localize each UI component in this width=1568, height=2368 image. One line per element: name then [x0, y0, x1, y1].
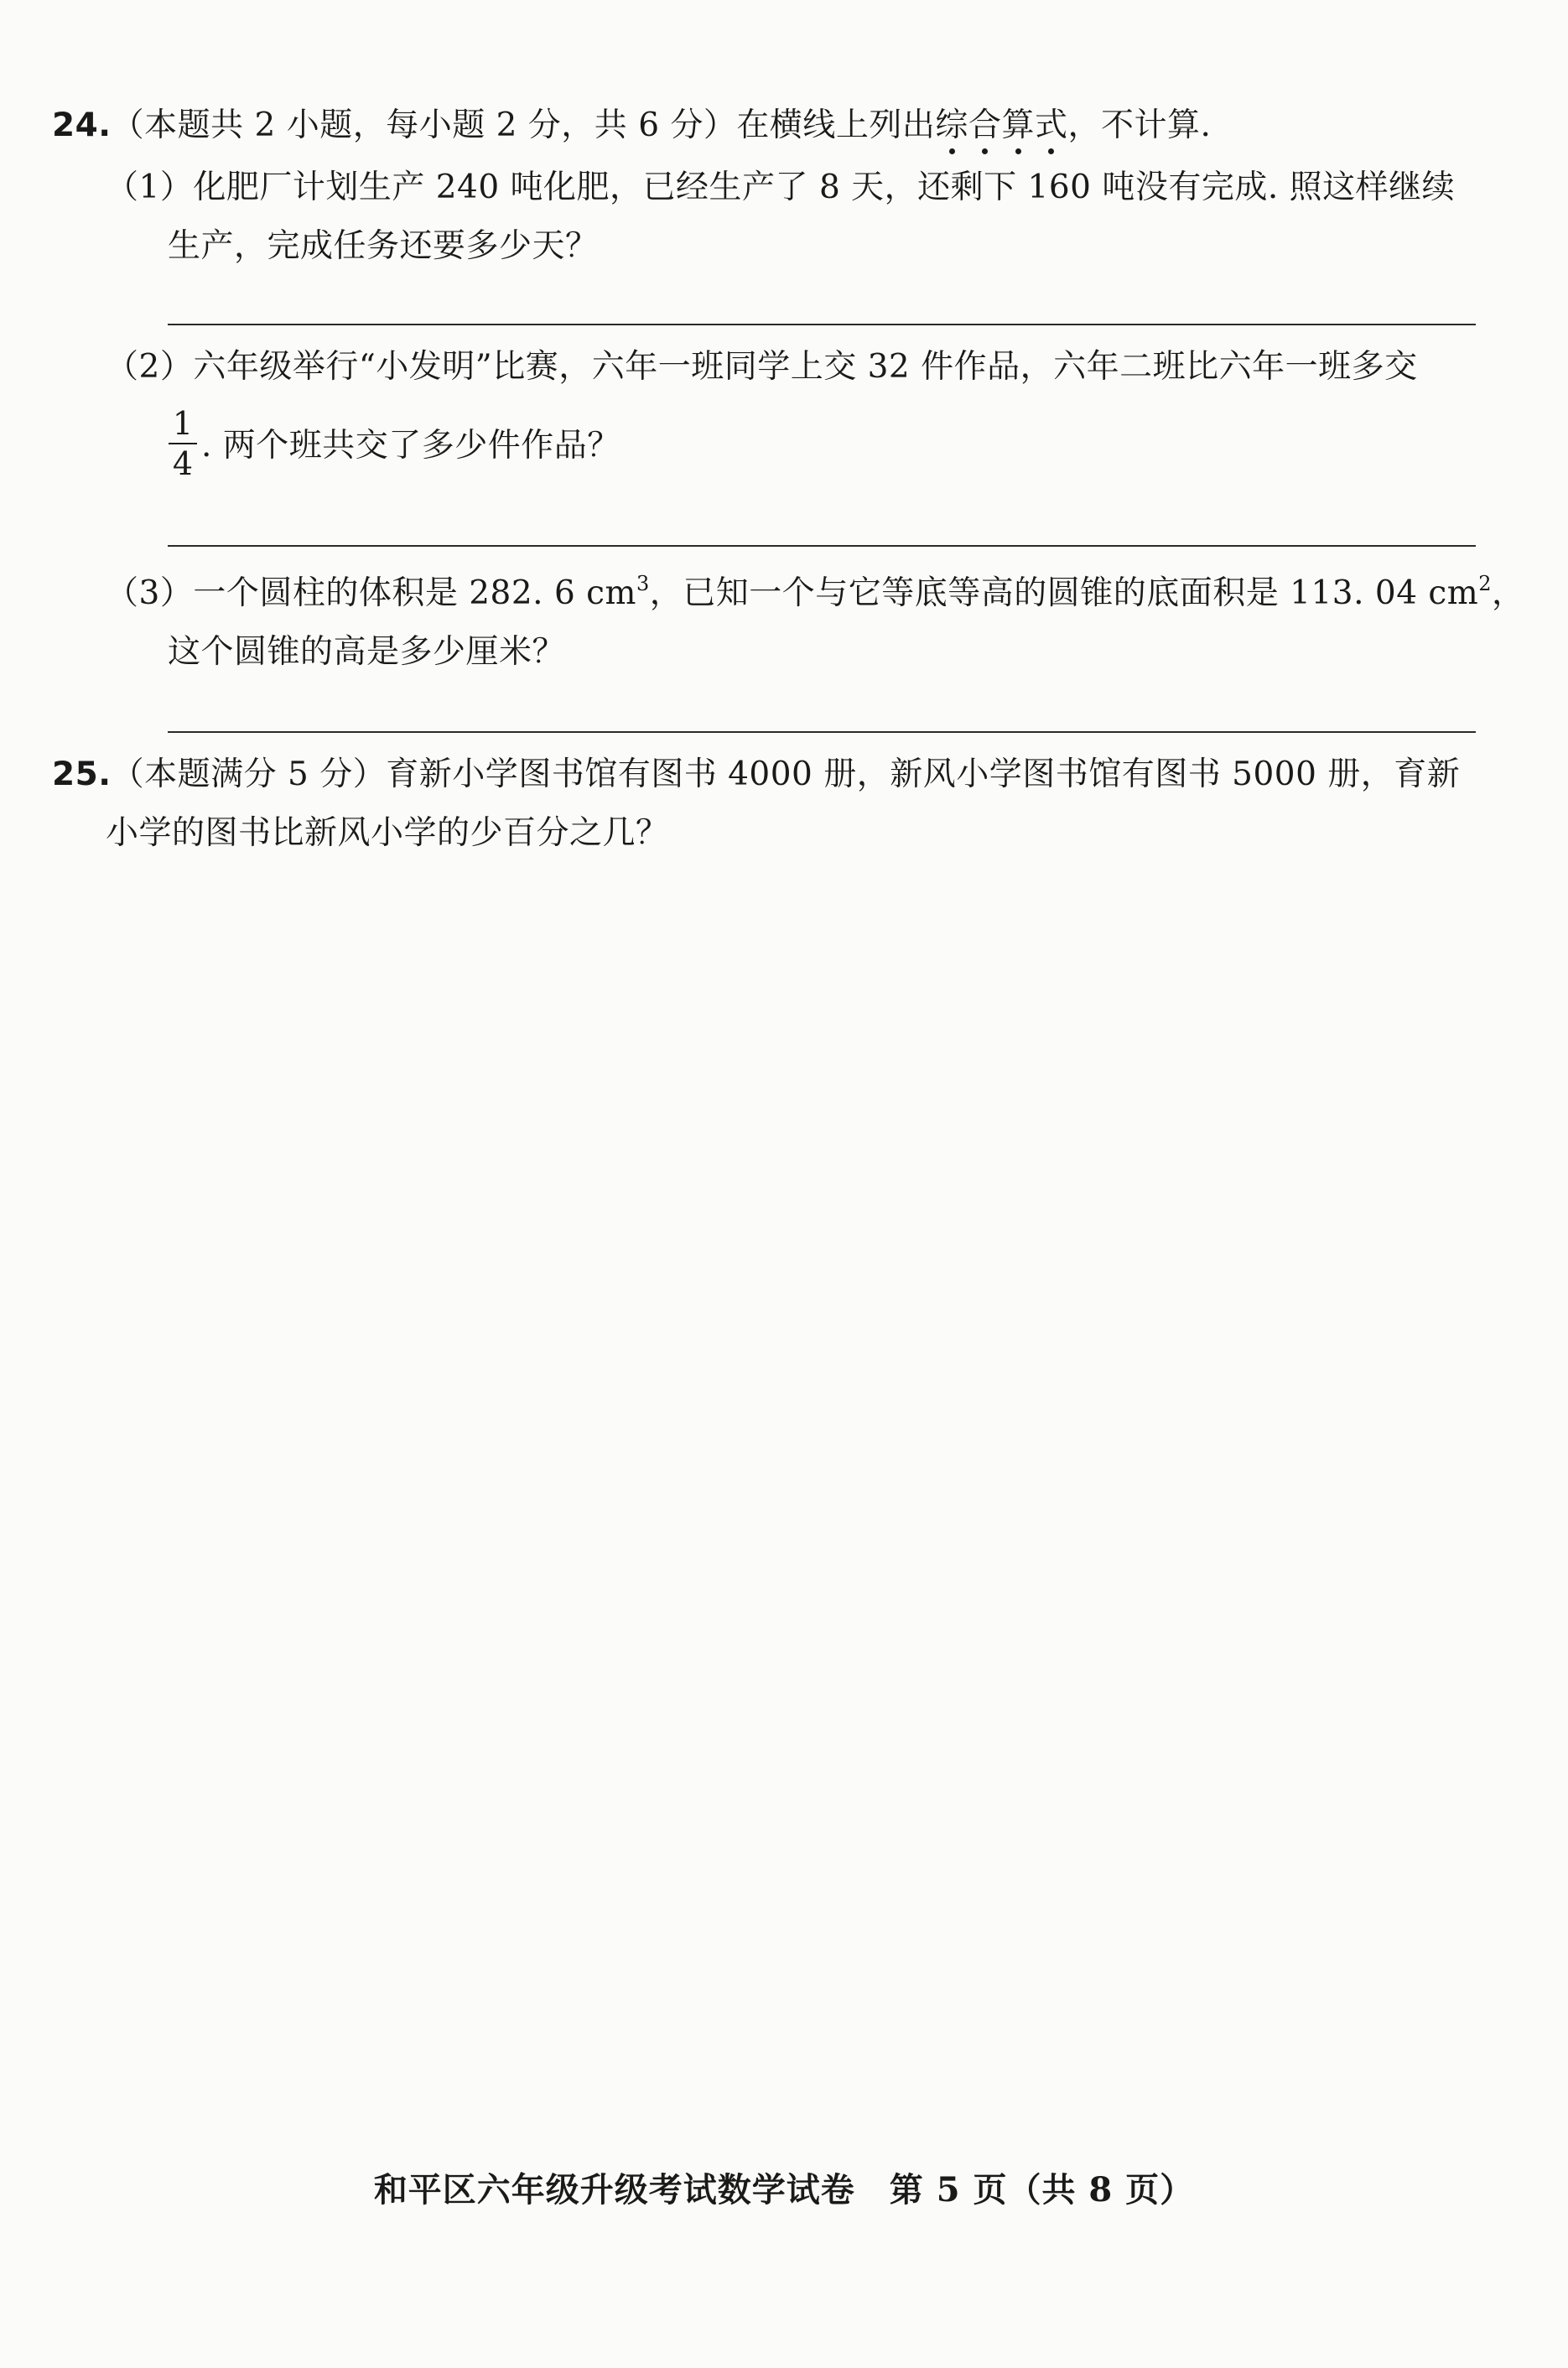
q24-part3-text-a: （3）一个圆柱的体积是 282. 6 cm: [106, 574, 636, 612]
emphasis-char-4: [1035, 106, 1068, 144]
superscript-squared: 2: [1478, 572, 1493, 595]
emphasis-char-2: [968, 106, 1002, 144]
fraction-bar: [169, 443, 197, 444]
q24-part1-line2: 生产，完成任务还要多少天？: [168, 227, 599, 265]
q24-part3-answer-line[interactable]: [168, 731, 1476, 733]
q24-number: 24.: [52, 106, 112, 144]
q24-part3-line2: 这个圆锥的高是多少厘米？: [168, 633, 566, 671]
q24-header-post: ，不计算.: [1067, 106, 1212, 144]
fraction-numerator: 1: [172, 405, 194, 442]
emphasis-char-3-text: 算: [1001, 106, 1035, 144]
superscript-cubed: 3: [636, 572, 650, 595]
q25-number: 25.: [52, 756, 112, 793]
q24-part3-text-c: ，: [1492, 574, 1525, 612]
emphasis-char-2-text: 合: [968, 106, 1002, 144]
q24-header-pre: （本题共 2 小题，每小题 2 分，共 6 分）在横线上列出: [111, 106, 936, 144]
emphasis-char-1-text: 综: [935, 106, 968, 144]
q24-part1-line1: （1）化肥厂计划生产 240 吨化肥，已经生产了 8 天，还剩下 160 吨没有完成. 照这样继续: [106, 169, 1456, 206]
q25-line1: [52, 753, 1460, 797]
fraction-denominator: 4: [172, 445, 194, 482]
q25-line1-text: （本题满分 5 分）育新小学图书馆有图书 4000 册，新风小学图书馆有图书 5000 册，育新: [111, 756, 1461, 793]
emphasis-dot: [949, 148, 955, 154]
q24-part3-text-b: ，已知一个与它等底等高的圆锥的底面积是 113. 04 cm: [649, 574, 1479, 612]
q24-header: [52, 104, 1211, 148]
emphasis-dot: [1048, 148, 1054, 154]
emphasis-dot: [1015, 148, 1021, 154]
q24-part2-answer-line[interactable]: [168, 545, 1476, 547]
q24-part3-line1: [106, 572, 1525, 615]
emphasis-char-3: [1001, 106, 1035, 144]
q24-part2-line2: . 两个班共交了多少件作品？: [201, 427, 620, 465]
fraction-one-quarter: [168, 406, 198, 481]
emphasis-dot: [982, 148, 988, 154]
q25-line2: 小学的图书比新风小学的少百分之几？: [106, 814, 669, 852]
q24-part2-line1: （2）六年级举行“小发明”比赛，六年一班同学上交 32 件作品，六年二班比六年一班多交: [106, 348, 1418, 386]
q24-part1-answer-line[interactable]: [168, 324, 1476, 325]
emphasis-char-4-text: 式: [1034, 106, 1068, 144]
emphasis-char-1: [935, 106, 968, 144]
page-footer: 和平区六年级升级考试数学试卷 第 5 页（共 8 页）: [373, 2170, 1195, 2210]
